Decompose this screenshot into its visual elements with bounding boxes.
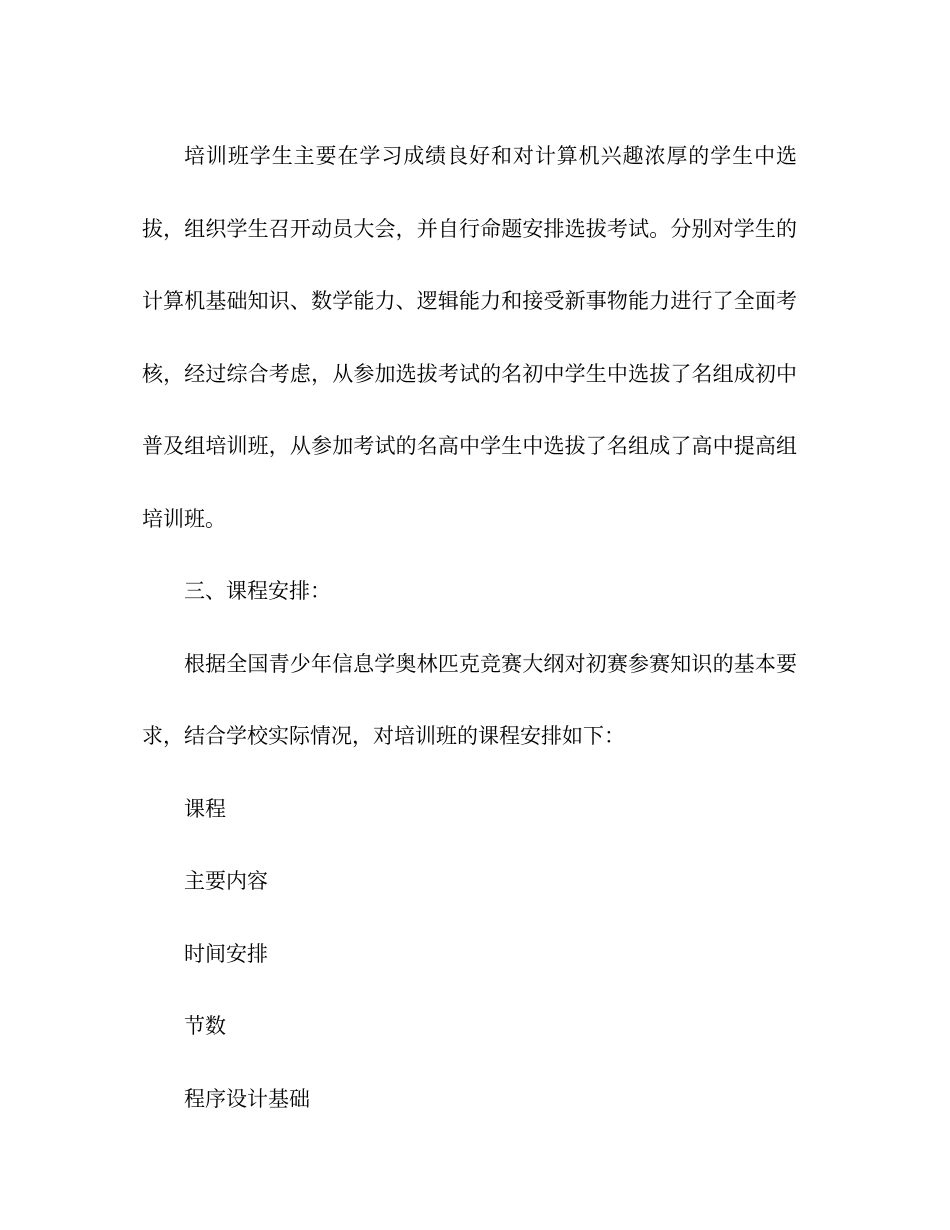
document-body — [142, 120, 797, 1135]
table-header-course: 课程 — [184, 796, 226, 821]
section-heading-course-arrangement: 三、课程安排： — [184, 579, 331, 603]
table-cell-programming-basics: 程序设计基础 — [184, 1086, 310, 1111]
table-header-schedule: 时间安排 — [184, 941, 268, 966]
table-header-sessions: 节数 — [184, 1014, 226, 1038]
table-header-main-content: 主要内容 — [184, 869, 268, 893]
paragraph-course-intro: 根据全国青少年信息学奥林匹克竞赛大纲对初赛参赛知识的基本要求，结合学校实际情况，对培训班的课程安排如下： — [142, 651, 797, 748]
paragraph-student-selection: 培训班学生主要在学习成绩良好和对计算机兴趣浓厚的学生中选拔，组织学生召开动员大会，并自行命题安排选拔考试。分别对学生的计算机基础知识、数学能力、逻辑能力和接受新事物能力进行了全面考核，经过综合考虑，从参加选拔考试的名初中学生中选拔了名组成初中普及组培训班，从参加考试的名高中学生中选拔了名组成了高中提高组培训班。 — [142, 144, 797, 531]
